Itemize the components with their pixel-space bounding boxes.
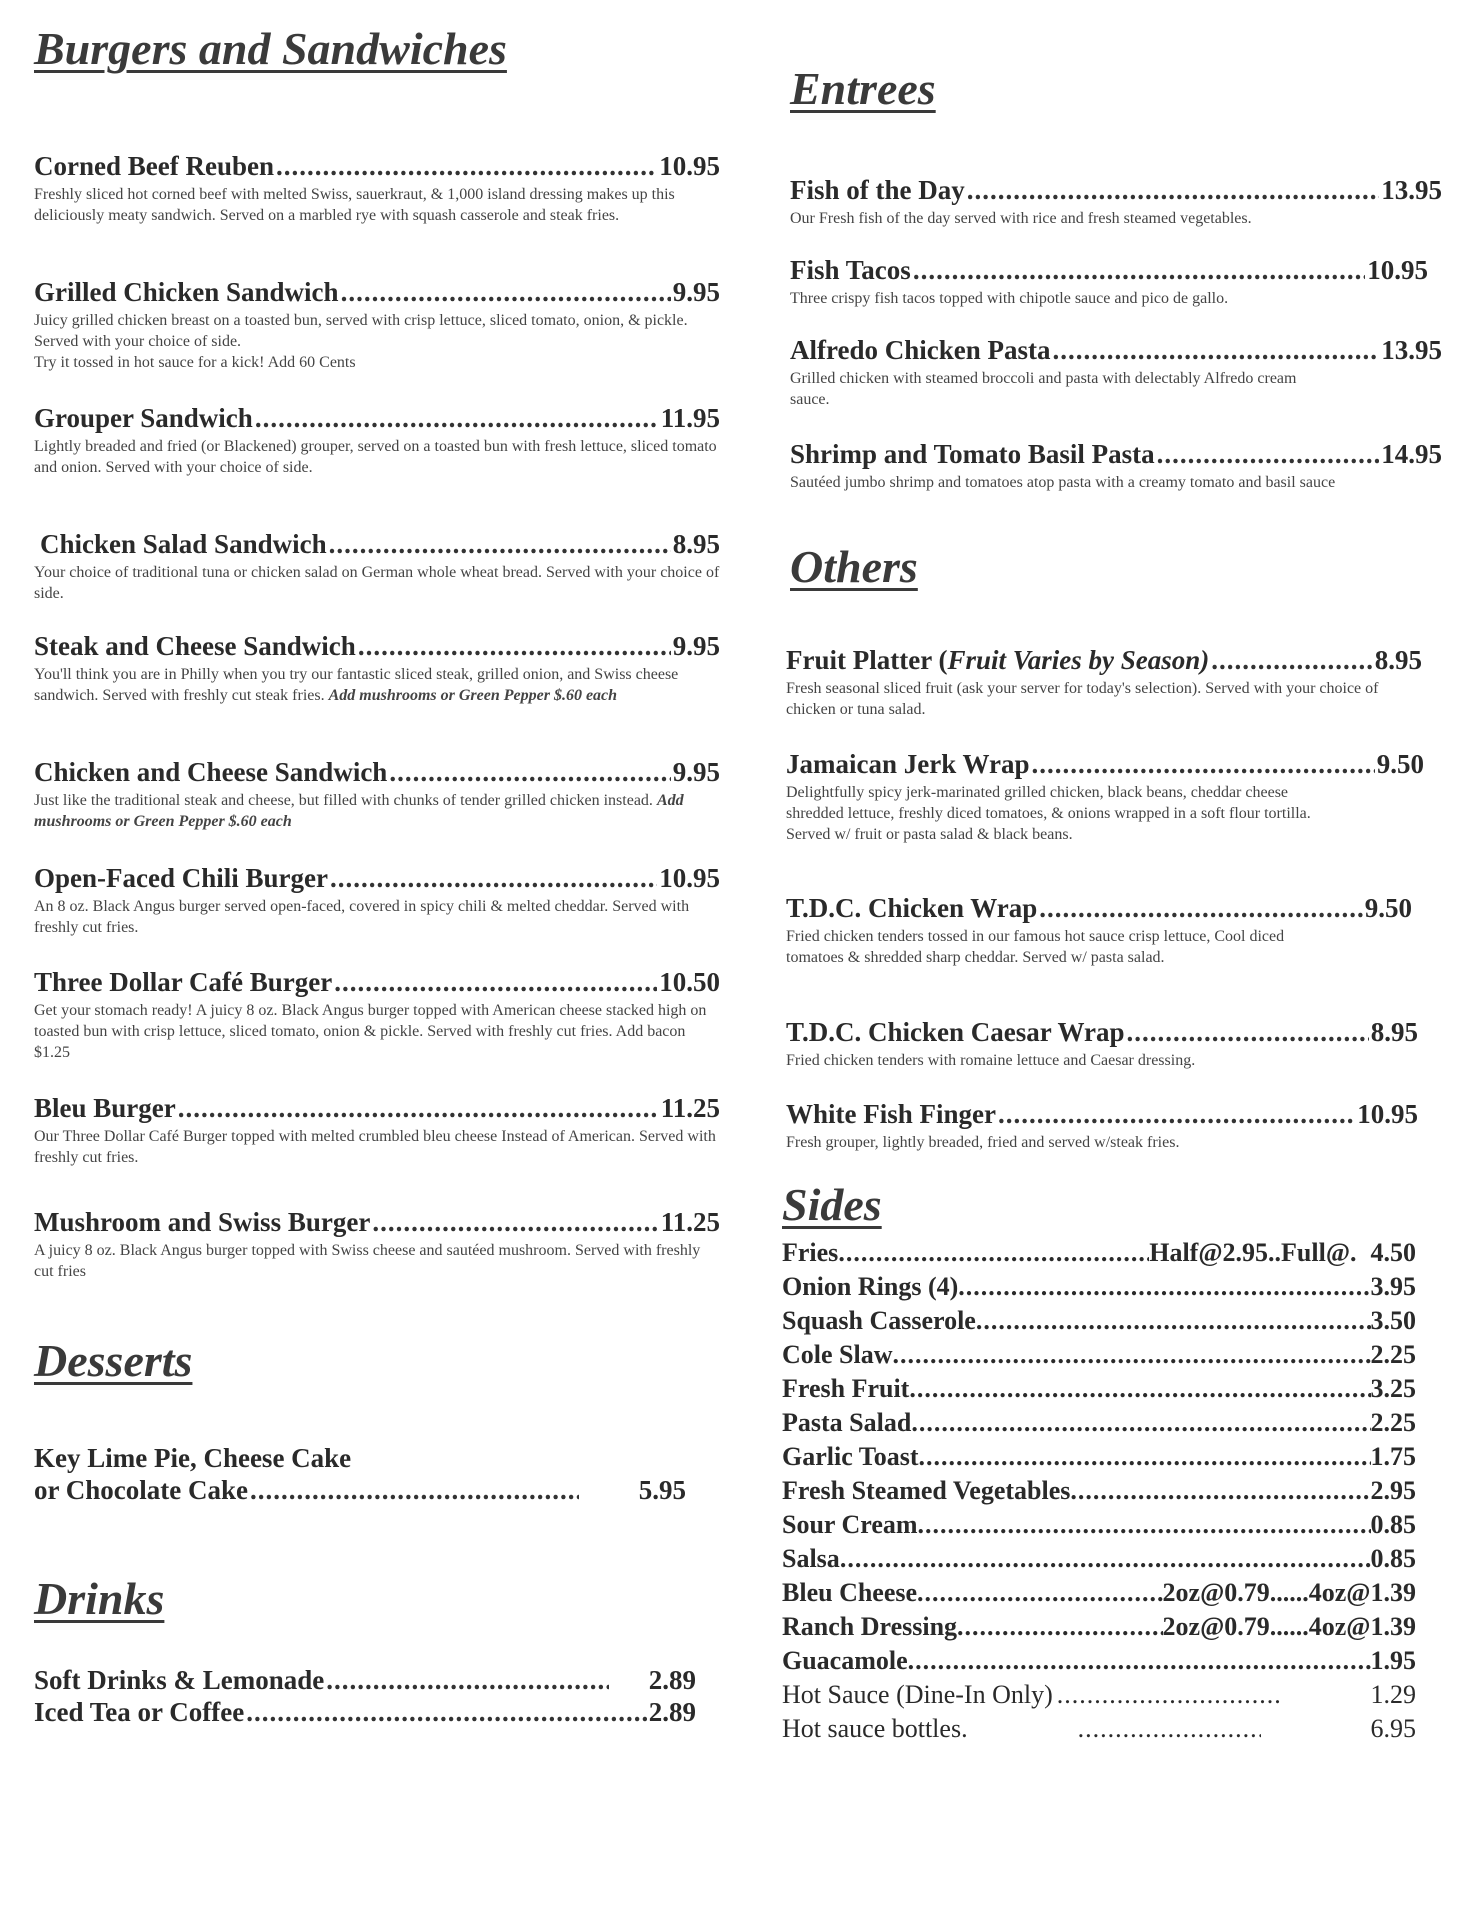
- side-price: 1.39: [1370, 1612, 1416, 1641]
- item-name: Shrimp and Tomato Basil Pasta: [790, 439, 1155, 469]
- menu-item: [786, 1098, 1418, 1153]
- side-name: Fries: [782, 1238, 839, 1267]
- item-price: 14.95: [1381, 439, 1442, 469]
- side-size-options: Half@2.95..Full@.: [1149, 1238, 1357, 1267]
- side-price: 3.95: [1370, 1272, 1416, 1301]
- item-price: 9.50: [1364, 893, 1412, 923]
- item-description: Three crispy fish tacos topped with chipotle sauce and pico de gallo.: [790, 290, 1229, 307]
- item-price: 9.50: [1376, 749, 1424, 779]
- side-size-options: 2oz@0.79......4oz@: [1162, 1612, 1371, 1641]
- item-name: Mushroom and Swiss Burger: [34, 1207, 371, 1237]
- item-price: 10.95: [659, 151, 720, 181]
- side-name: Hot sauce bottles.: [782, 1714, 968, 1743]
- item-name: Fish Tacos: [790, 255, 911, 285]
- item-name-note: Fruit Varies by Season): [947, 645, 1210, 675]
- item-description: Delightfully spicy jerk-marinated grilled chicken, black beans, cheddar cheese shredded lettuce, freshly diced tomatoes, & onions wrapped in a soft flour tortilla. Served w/ fruit or pasta salad & black beans.: [786, 784, 1311, 843]
- item-name: T.D.C. Chicken Caesar Wrap: [786, 1017, 1125, 1047]
- item-price: 8.95: [1370, 1017, 1418, 1047]
- menu-item: [34, 276, 720, 373]
- item-addon: Add mushrooms or Green Pepper $.60 each: [328, 687, 618, 704]
- item-price: 9.95: [672, 757, 720, 787]
- desserts-heading: Desserts: [34, 1335, 193, 1386]
- dessert-price: 5.95: [638, 1475, 686, 1505]
- item-price: 13.95: [1381, 175, 1442, 205]
- item-price: 8.95: [672, 529, 720, 559]
- dessert-item: [34, 1442, 686, 1506]
- side-item: [782, 1508, 1416, 1542]
- item-price: 10.95: [1357, 1099, 1418, 1129]
- side-item: [782, 1576, 1416, 1610]
- side-price: 1.75: [1370, 1442, 1416, 1471]
- side-item: [782, 1406, 1416, 1440]
- menu-item: [34, 528, 720, 604]
- item-name: Fruit Platter (: [786, 645, 948, 675]
- others-heading: Others: [790, 541, 918, 592]
- menu-item: [34, 1092, 720, 1168]
- side-price: 1.29: [1370, 1680, 1416, 1709]
- item-price: 9.95: [672, 277, 720, 307]
- side-name: Salsa: [782, 1544, 840, 1573]
- item-price: 10.95: [659, 863, 720, 893]
- dessert-name-cont: or Chocolate Cake: [34, 1475, 248, 1505]
- side-item: [782, 1338, 1416, 1372]
- side-price: 0.85: [1370, 1510, 1416, 1539]
- menu-item: [34, 150, 720, 226]
- item-name: Steak and Cheese Sandwich: [34, 631, 356, 661]
- side-size-options: 2oz@0.79......4oz@: [1162, 1578, 1371, 1607]
- side-name: Squash Casserole: [782, 1306, 976, 1335]
- menu-item: [790, 334, 1442, 410]
- item-description: Freshly sliced hot corned beef with melted Swiss, sauerkraut, & 1,000 island dressing makes up this deliciously meaty sandwich. Served on a marbled rye with squash casserole and steak fries.: [34, 186, 675, 224]
- side-price: 3.25: [1370, 1374, 1416, 1403]
- side-price: 1.39: [1370, 1578, 1416, 1607]
- menu-item: [34, 402, 720, 478]
- menu-item: [34, 966, 720, 1063]
- item-price: 13.95: [1381, 335, 1442, 365]
- side-price: 1.95: [1370, 1646, 1416, 1675]
- item-price: 10.95: [1367, 255, 1428, 285]
- side-item: [782, 1270, 1416, 1304]
- item-description: Grilled chicken with steamed broccoli and pasta with delectably Alfredo cream sauce.: [790, 370, 1297, 408]
- item-price: 8.95: [1374, 645, 1422, 675]
- side-name: Pasta Salad: [782, 1408, 912, 1437]
- side-name: Onion Rings (4): [782, 1272, 959, 1301]
- side-name: Bleu Cheese: [782, 1578, 918, 1607]
- side-name: Fresh Fruit: [782, 1374, 910, 1403]
- item-description: Juicy grilled chicken breast on a toasted bun, served with crisp lettuce, sliced tomato, onion, & pickle. Served with your choice of side.: [34, 312, 688, 350]
- menu-item: [790, 254, 1428, 309]
- menu-item: [786, 1016, 1418, 1071]
- item-description: Your choice of traditional tuna or chicken salad on German whole wheat bread. Served with your choice of side.: [34, 564, 720, 602]
- side-name: Garlic Toast: [782, 1442, 919, 1471]
- item-note: Try it tossed in hot sauce for a kick! Add 60 Cents: [34, 354, 356, 371]
- menu-item: [34, 756, 720, 832]
- menu-item: [786, 748, 1424, 845]
- item-price: 11.25: [660, 1207, 720, 1237]
- side-item: [782, 1304, 1416, 1338]
- side-price: 2.25: [1370, 1408, 1416, 1437]
- side-item: [782, 1644, 1416, 1678]
- drink-price: 2.89: [648, 1665, 696, 1695]
- item-price: 11.95: [660, 403, 720, 433]
- side-name: Hot Sauce (Dine-In Only): [782, 1680, 1053, 1709]
- menu-item: [786, 644, 1422, 720]
- item-description: Fried chicken tenders with romaine lettuce and Caesar dressing.: [786, 1052, 1196, 1069]
- side-name: Cole Slaw: [782, 1340, 893, 1369]
- side-price: 3.50: [1370, 1306, 1416, 1335]
- item-description: Get your stomach ready! A juicy 8 oz. Black Angus burger topped with American cheese stacked high on toasted bun with crisp lettuce, sliced tomato, onion & pickle. Served with freshly cut fries. Add bacon $1.25: [34, 1002, 707, 1061]
- side-item: [782, 1440, 1416, 1474]
- side-item: [782, 1712, 1416, 1746]
- dessert-name: Key Lime Pie, Cheese Cake: [34, 1443, 352, 1473]
- item-addon: Add mushrooms or Green Pepper $.60 each: [34, 792, 684, 830]
- side-price: 0.85: [1370, 1544, 1416, 1573]
- side-name: Sour Cream: [782, 1510, 918, 1539]
- side-price: 2.95: [1370, 1476, 1416, 1505]
- item-name: Chicken and Cheese Sandwich: [34, 757, 388, 787]
- drink-name: Soft Drinks & Lemonade: [34, 1665, 325, 1695]
- item-description: An 8 oz. Black Angus burger served open-faced, covered in spicy chili & melted cheddar. Served with freshly cut fries.: [34, 898, 690, 936]
- menu-item: [786, 892, 1412, 968]
- side-item: [782, 1542, 1416, 1576]
- item-description: Lightly breaded and fried (or Blackened) grouper, served on a toasted bun with fresh lettuce, sliced tomato and onion. Served with your choice of side.: [34, 438, 717, 476]
- side-item: [782, 1474, 1416, 1508]
- item-name: Open-Faced Chili Burger: [34, 863, 328, 893]
- item-description: Just like the traditional steak and cheese, but filled with chunks of tender grilled chicken instead.: [34, 792, 653, 809]
- item-name: Fish of the Day: [790, 175, 965, 205]
- side-price: 2.25: [1370, 1340, 1416, 1369]
- drinks-heading: Drinks: [34, 1573, 165, 1624]
- side-name: Guacamole: [782, 1646, 908, 1675]
- drinks-list: [34, 1664, 696, 1728]
- item-price: 11.25: [660, 1093, 720, 1123]
- side-item: [782, 1372, 1416, 1406]
- side-price: 4.50: [1370, 1238, 1416, 1267]
- side-item: [782, 1610, 1416, 1644]
- menu-item: [34, 862, 720, 938]
- side-price: 6.95: [1370, 1714, 1416, 1743]
- item-description: Fresh grouper, lightly breaded, fried and served w/steak fries.: [786, 1134, 1180, 1151]
- item-name: Bleu Burger: [34, 1093, 176, 1123]
- item-description: Our Three Dollar Café Burger topped with melted crumbled bleu cheese Instead of American. Served with freshly cut fries.: [34, 1128, 716, 1166]
- item-price: 10.50: [659, 967, 720, 997]
- item-name: Grilled Chicken Sandwich: [34, 277, 339, 307]
- item-name: Jamaican Jerk Wrap: [786, 749, 1030, 779]
- item-name: Chicken Salad Sandwich: [40, 529, 327, 559]
- menu-item: [34, 1206, 720, 1282]
- item-name: Grouper Sandwich: [34, 403, 253, 433]
- entrees-heading: Entrees: [790, 63, 936, 114]
- item-description: Fresh seasonal sliced fruit (ask your server for today's selection). Served with your choice of chicken or tuna salad.: [786, 680, 1379, 718]
- item-description: Fried chicken tenders tossed in our famous hot sauce crisp lettuce, Cool diced tomatoes & shredded sharp cheddar. Served w/ pasta salad.: [786, 928, 1285, 966]
- item-name: Corned Beef Reuben: [34, 151, 274, 181]
- drink-price: 2.89: [648, 1697, 696, 1727]
- menu-item: [790, 174, 1442, 229]
- item-description: A juicy 8 oz. Black Angus burger topped with Swiss cheese and sautéed mushroom. Served with freshly cut fries: [34, 1242, 701, 1280]
- item-price: 9.95: [672, 631, 720, 661]
- item-name: Three Dollar Café Burger: [34, 967, 333, 997]
- sides-heading: Sides: [782, 1179, 882, 1230]
- item-description: Our Fresh fish of the day served with rice and fresh steamed vegetables.: [790, 210, 1252, 227]
- side-item: [782, 1236, 1416, 1270]
- side-name: Ranch Dressing: [782, 1612, 958, 1641]
- menu-item: [790, 438, 1442, 493]
- menu-item: [34, 630, 720, 706]
- item-name: T.D.C. Chicken Wrap: [786, 893, 1038, 923]
- drink-name: Iced Tea or Coffee: [34, 1697, 245, 1727]
- item-description: You'll think you are in Philly when you try our fantastic sliced steak, grilled onion, and Swiss cheese sandwich. Served with freshly cut steak fries.: [34, 666, 679, 704]
- burgers-heading: Burgers and Sandwiches: [34, 23, 507, 74]
- item-description: Sautéed jumbo shrimp and tomatoes atop pasta with a creamy tomato and basil sauce: [790, 474, 1336, 491]
- item-name: Alfredo Chicken Pasta: [790, 335, 1051, 365]
- item-name: White Fish Finger: [786, 1099, 996, 1129]
- side-item: [782, 1678, 1416, 1712]
- side-name: Fresh Steamed Vegetables: [782, 1476, 1071, 1505]
